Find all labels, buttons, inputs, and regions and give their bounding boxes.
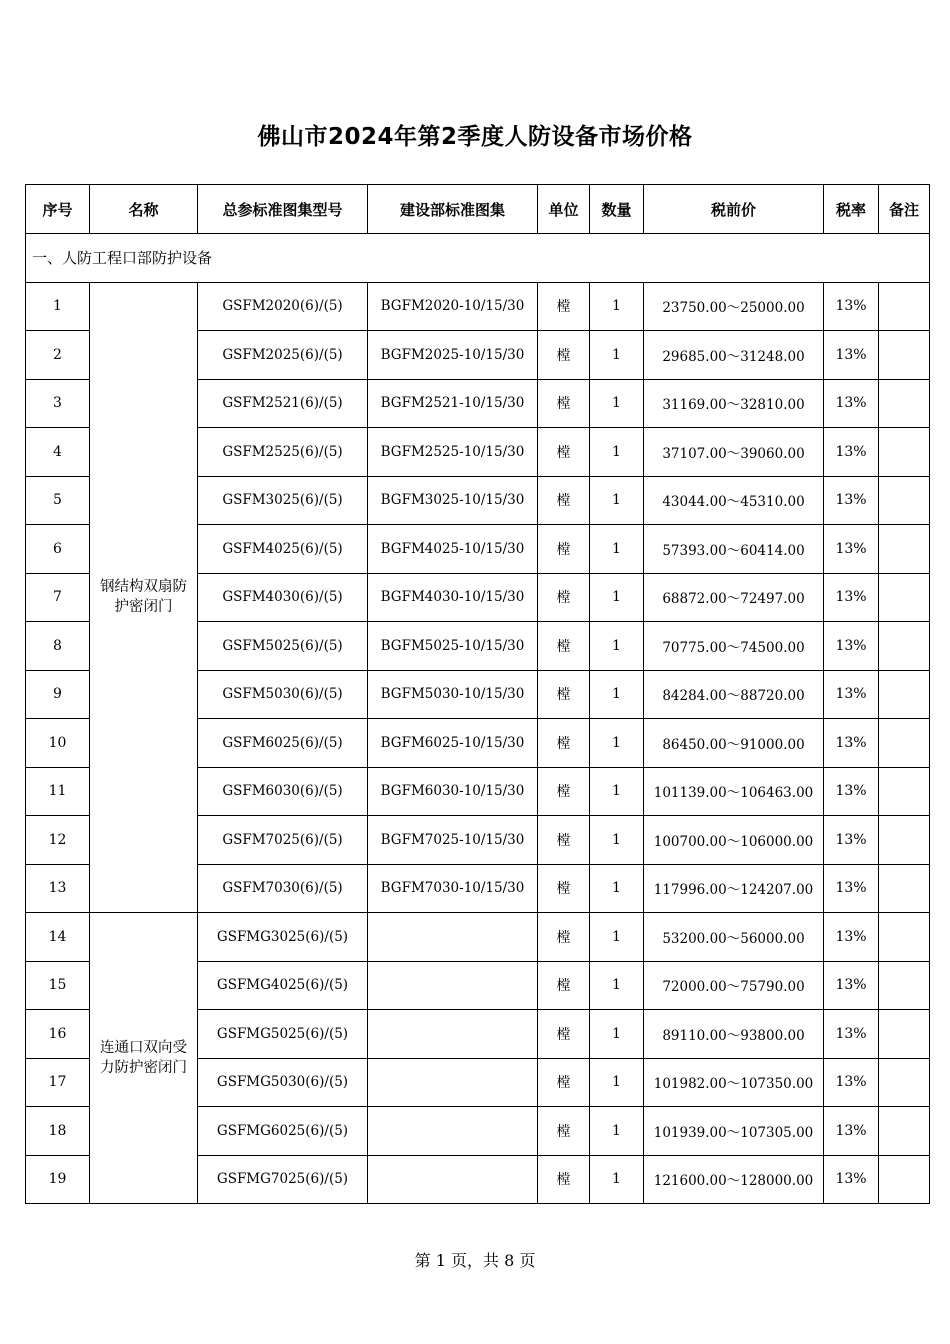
row-model: GSFM3025(6)/(5) [198,476,368,525]
row-price: 100700.00～106000.00 [644,816,824,865]
row-note [879,573,930,622]
row-unit: 樘 [538,476,590,525]
row-note [879,767,930,816]
row-price: 89110.00～93800.00 [644,1010,824,1059]
row-index: 11 [26,767,90,816]
row-quantity: 1 [590,282,644,331]
row-standard: BGFM4030-10/15/30 [368,573,538,622]
row-note [879,379,930,428]
row-quantity: 1 [590,1155,644,1204]
row-unit: 樘 [538,525,590,574]
table-header-row [26,185,930,234]
section-row [26,234,930,283]
row-standard [368,1058,538,1107]
row-quantity: 1 [590,476,644,525]
row-note [879,816,930,865]
row-unit: 樘 [538,622,590,671]
row-note [879,1010,930,1059]
row-index: 2 [26,331,90,380]
row-standard: BGFM5025-10/15/30 [368,622,538,671]
row-unit: 樘 [538,816,590,865]
page-footer: 第 1 页，共 8 页 [414,1251,536,1270]
row-model: GSFM4030(6)/(5) [198,573,368,622]
row-standard [368,1107,538,1156]
row-quantity: 1 [590,767,644,816]
row-note [879,1155,930,1204]
row-tax-rate: 13% [824,282,879,331]
row-tax-rate: 13% [824,331,879,380]
row-unit: 樘 [538,428,590,477]
row-unit: 樘 [538,331,590,380]
row-note [879,476,930,525]
row-unit: 樘 [538,864,590,913]
row-index: 18 [26,1107,90,1156]
row-note [879,670,930,719]
header-quantity: 数量 [590,185,644,234]
row-quantity: 1 [590,1107,644,1156]
row-note [879,622,930,671]
row-price: 84284.00～88720.00 [644,670,824,719]
row-index: 12 [26,816,90,865]
row-tax-rate: 13% [824,573,879,622]
row-model: GSFMG5025(6)/(5) [198,1010,368,1059]
row-price: 37107.00～39060.00 [644,428,824,477]
row-index: 16 [26,1010,90,1059]
price-table [25,184,930,1204]
row-index: 1 [26,282,90,331]
row-tax-rate: 13% [824,767,879,816]
row-model: GSFMG5030(6)/(5) [198,1058,368,1107]
row-price: 121600.00～128000.00 [644,1155,824,1204]
header-tax-rate: 税率 [824,185,879,234]
section-title: 一、人防工程口部防护设备 [26,234,930,283]
row-note [879,961,930,1010]
row-model: GSFMG4025(6)/(5) [198,961,368,1010]
row-standard: BGFM5030-10/15/30 [368,670,538,719]
row-price: 70775.00～74500.00 [644,622,824,671]
row-tax-rate: 13% [824,816,879,865]
row-index: 9 [26,670,90,719]
row-quantity: 1 [590,913,644,962]
table-row [26,282,930,331]
row-price: 101139.00～106463.00 [644,767,824,816]
row-quantity: 1 [590,428,644,477]
row-price: 53200.00～56000.00 [644,913,824,962]
row-standard [368,913,538,962]
row-index: 17 [26,1058,90,1107]
row-index: 10 [26,719,90,768]
row-price: 117996.00～124207.00 [644,864,824,913]
row-standard: BGFM4025-10/15/30 [368,525,538,574]
row-index: 8 [26,622,90,671]
row-unit: 樘 [538,379,590,428]
row-quantity: 1 [590,379,644,428]
row-index: 19 [26,1155,90,1204]
row-unit: 樘 [538,961,590,1010]
row-price: 29685.00～31248.00 [644,331,824,380]
row-standard: BGFM2525-10/15/30 [368,428,538,477]
row-note [879,282,930,331]
row-standard: BGFM2025-10/15/30 [368,331,538,380]
row-tax-rate: 13% [824,1155,879,1204]
row-tax-rate: 13% [824,1058,879,1107]
row-price: 43044.00～45310.00 [644,476,824,525]
row-quantity: 1 [590,864,644,913]
row-tax-rate: 13% [824,622,879,671]
row-index: 5 [26,476,90,525]
row-group-name: 钢结构双扇防护密闭门 [90,282,198,913]
row-model: GSFM6030(6)/(5) [198,767,368,816]
row-note [879,428,930,477]
row-index: 15 [26,961,90,1010]
row-price: 101939.00～107305.00 [644,1107,824,1156]
row-quantity: 1 [590,573,644,622]
row-model: GSFM6025(6)/(5) [198,719,368,768]
table-row [26,913,930,962]
row-standard [368,1155,538,1204]
row-tax-rate: 13% [824,525,879,574]
row-note [879,525,930,574]
row-model: GSFMG7025(6)/(5) [198,1155,368,1204]
row-note [879,331,930,380]
row-quantity: 1 [590,525,644,574]
row-note [879,1107,930,1156]
row-model: GSFM4025(6)/(5) [198,525,368,574]
row-unit: 樘 [538,1155,590,1204]
row-unit: 樘 [538,573,590,622]
row-unit: 樘 [538,913,590,962]
row-quantity: 1 [590,719,644,768]
row-tax-rate: 13% [824,913,879,962]
row-price: 31169.00～32810.00 [644,379,824,428]
row-quantity: 1 [590,622,644,671]
row-standard: BGFM7025-10/15/30 [368,816,538,865]
row-tax-rate: 13% [824,1010,879,1059]
row-quantity: 1 [590,816,644,865]
row-price: 86450.00～91000.00 [644,719,824,768]
row-model: GSFM2525(6)/(5) [198,428,368,477]
header-price: 税前价 [644,185,824,234]
header-index: 序号 [26,185,90,234]
row-note [879,864,930,913]
row-standard [368,961,538,1010]
row-note [879,913,930,962]
row-tax-rate: 13% [824,1107,879,1156]
row-index: 4 [26,428,90,477]
row-index: 7 [26,573,90,622]
row-quantity: 1 [590,961,644,1010]
row-price: 101982.00～107350.00 [644,1058,824,1107]
row-standard: BGFM3025-10/15/30 [368,476,538,525]
row-standard [368,1010,538,1059]
row-unit: 樘 [538,719,590,768]
row-price: 23750.00～25000.00 [644,282,824,331]
row-unit: 樘 [538,1010,590,1059]
row-note [879,719,930,768]
row-standard: BGFM7030-10/15/30 [368,864,538,913]
row-standard: BGFM6025-10/15/30 [368,719,538,768]
row-note [879,1058,930,1107]
row-model: GSFM5025(6)/(5) [198,622,368,671]
row-unit: 樘 [538,282,590,331]
row-price: 57393.00～60414.00 [644,525,824,574]
row-quantity: 1 [590,331,644,380]
row-unit: 樘 [538,1107,590,1156]
row-model: GSFM2020(6)/(5) [198,282,368,331]
row-index: 14 [26,913,90,962]
row-tax-rate: 13% [824,379,879,428]
row-index: 3 [26,379,90,428]
row-standard: BGFM2020-10/15/30 [368,282,538,331]
row-model: GSFM7030(6)/(5) [198,864,368,913]
row-tax-rate: 13% [824,961,879,1010]
row-tax-rate: 13% [824,719,879,768]
header-model: 总参标准图集型号 [198,185,368,234]
row-index: 6 [26,525,90,574]
row-standard: BGFM6030-10/15/30 [368,767,538,816]
page-title: 佛山市2024年第2季度人防设备市场价格 [257,124,693,150]
row-quantity: 1 [590,1058,644,1107]
row-model: GSFM7025(6)/(5) [198,816,368,865]
row-tax-rate: 13% [824,670,879,719]
row-quantity: 1 [590,1010,644,1059]
row-price: 72000.00～75790.00 [644,961,824,1010]
row-price: 68872.00～72497.00 [644,573,824,622]
row-model: GSFM2025(6)/(5) [198,331,368,380]
row-unit: 樘 [538,670,590,719]
header-standard: 建设部标准图集 [368,185,538,234]
row-index: 13 [26,864,90,913]
header-note: 备注 [879,185,930,234]
row-model: GSFMG6025(6)/(5) [198,1107,368,1156]
header-name: 名称 [90,185,198,234]
row-group-name: 连通口双向受力防护密闭门 [90,913,198,1204]
row-model: GSFMG3025(6)/(5) [198,913,368,962]
row-unit: 樘 [538,1058,590,1107]
row-model: GSFM5030(6)/(5) [198,670,368,719]
row-quantity: 1 [590,670,644,719]
row-tax-rate: 13% [824,476,879,525]
row-standard: BGFM2521-10/15/30 [368,379,538,428]
row-tax-rate: 13% [824,428,879,477]
row-tax-rate: 13% [824,864,879,913]
row-unit: 樘 [538,767,590,816]
header-unit: 单位 [538,185,590,234]
row-model: GSFM2521(6)/(5) [198,379,368,428]
